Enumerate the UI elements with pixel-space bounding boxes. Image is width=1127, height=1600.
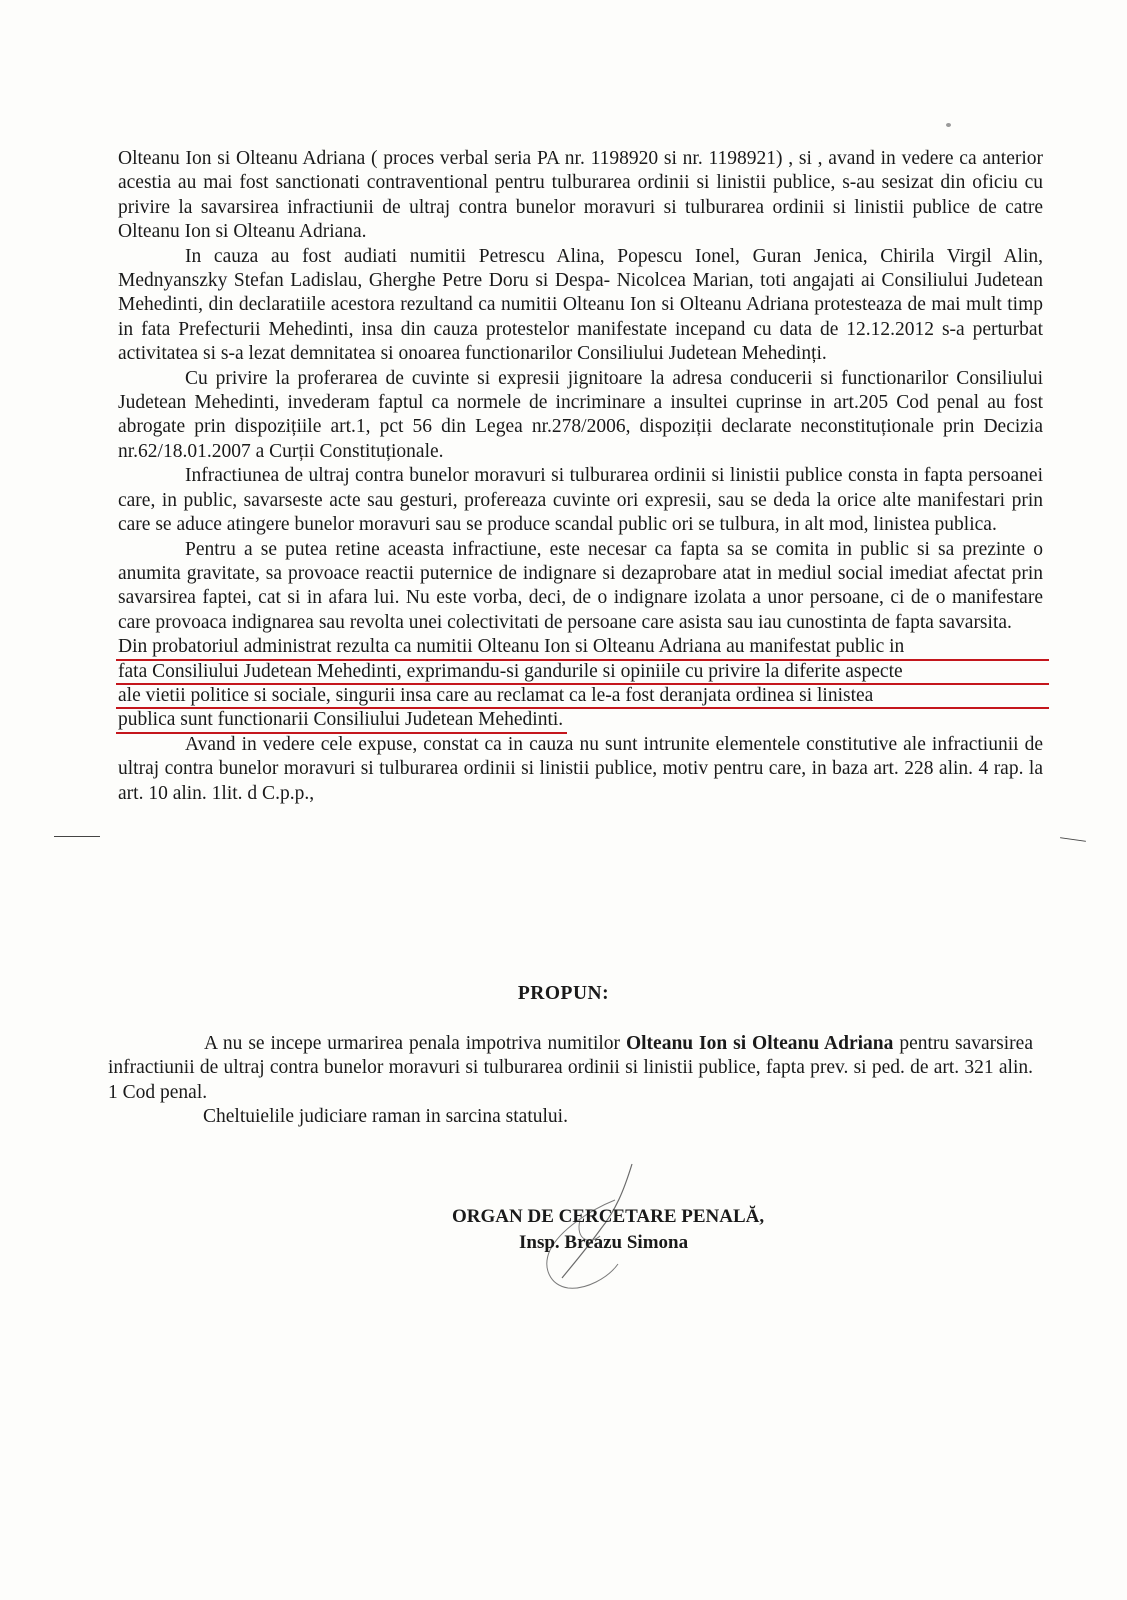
highlighted-line: Din probatoriul administrat rezulta ca numitii Olteanu Ion si Olteanu Adriana au manifestat public in (118, 635, 1043, 659)
paragraph-offence-definition: Infractiunea de ultraj contra bunelor moravuri si tulburarea ordinii si linistii publice consta in fapta persoanei care, in public, savarseste acte sau gesturi, profereaza cuvinte ori expresii, sau se deda la orice alte manifestari prin care se aduce atingere bunelor moravuri sau se produce scandal public ori se tulbura, in alt mod, linistea publica. (118, 465, 1043, 536)
highlighted-line: ale vietii politice si sociale, singurii insa care au reclamat ca le-a fost deranjata ordinea si linistea (118, 684, 1043, 708)
section-heading: PROPUN: (517, 983, 610, 1004)
highlighted-passage (118, 635, 1043, 733)
margin-dash (1060, 837, 1086, 842)
paragraph-insult-law: Cu privire la proferarea de cuvinte si expresii jignitoare la adresa conducerii si functionarilor Consiliului Judetean Mehedinti, invederam faptul ca normele de incriminare a insultei cuprinse in art.205 Cod penal au fost abrogate prin dispozițiile art.1, pct 56 din Legea nr.278/2006, dispoziții declarate neconstituționale prin Decizia nr.62/18.01.2007 a Curții Constituționale. (118, 367, 1043, 462)
margin-dash (54, 836, 100, 837)
red-underline (116, 732, 567, 734)
paragraph-witnesses: In cauza au fost audiati numitii Petrescu Alina, Popescu Ionel, Guran Jenica, Chirila Virgil Alin, Mednyanszky Stefan Ladislau, Gherghe Petre Doru si Despa- Nicolcea Marian, toti angajati ai Consiliului Judetean Mehedinti, din declaratiile acestora rezultand ca numitii Olteanu Ion si Olteanu Adriana protesteaza de mai mult timp in fata Prefecturii Mehedinti, insa din cauza protestelor manifestate incepand cu data de 12.12.2012 s-a perturbat activitatea si s-a lezat demnitatea si onoarea functionarilor Consiliului Judetean Mehedinți. (118, 245, 1043, 365)
proposal-paragraph: A nu se incepe urmarirea penala impotriva numitilor Olteanu Ion si Olteanu Adriana pentru savarsirea infractiunii de ultraj contra bunelor moravuri si tulburarea ordinii si linistii publice, fapta prev. si ped. de art. 321 alin. 1 Cod penal. (108, 1033, 1033, 1103)
paragraph-intro: Olteanu Ion si Olteanu Adriana ( proces verbal seria PA nr. 1198920 si nr. 1198921) , si , avand in vedere ca anterior acestia au mai fost sanctionati contraventional pentru tulburarea ordinii si linistii publice, s-au sesizat din oficiu cu privire la savarsirea infractiunii de ultraj contra bunelor moravuri si tulburarea ordinii si linistii publice de catre Olteanu Ion si Olteanu Adriana. (118, 148, 1043, 243)
proposal-text (108, 1032, 1033, 1130)
signature-block (452, 1204, 872, 1256)
highlighted-line: fata Consiliului Judetean Mehedinti, exprimandu-si gandurile si opiniile cu privire la diferite aspecte (118, 660, 1043, 684)
accused-names: Olteanu Ion si Olteanu Adriana (625, 1033, 894, 1054)
paragraph-conditions: Pentru a se putea retine aceasta infractiune, este necesar ca fapta sa se comita in public si sa prezinte o anumita gravitate, sa provoace reactii puternice de indignare si dezaprobare atat in mediul social imediat afectat prin savarsirea faptei, cat si in afara lui. Nu este vorba, deci, de o indignare izolata a unor persoane, ci de o manifestare care provoaca indignarea sau revolta unei colectivitati de persoane care asista sau iau cunostinta de fapta savarsita. (118, 538, 1043, 633)
highlighted-line: publica sunt functionarii Consiliului Judetean Mehedinti. (118, 708, 563, 732)
costs-paragraph: Cheltuielile judiciare raman in sarcina statului. (203, 1106, 568, 1128)
paragraph-considerations: Avand in vedere cele expuse, constat ca in cauza nu sunt intrunite elementele constitutive ale infractiunii de ultraj contra bunelor moravuri si tulburarea ordinii si linistii publice, motiv pentru care, in baza art. 228 alin. 4 rap. la art. 10 alin. 1lit. d C.p.p., (118, 733, 1043, 804)
signature-name: Insp. Breazu Simona (519, 1232, 689, 1253)
signature-title: ORGAN DE CERCETARE PENALĂ, (452, 1206, 765, 1227)
scan-speck (946, 123, 951, 127)
document-body (118, 147, 1043, 806)
